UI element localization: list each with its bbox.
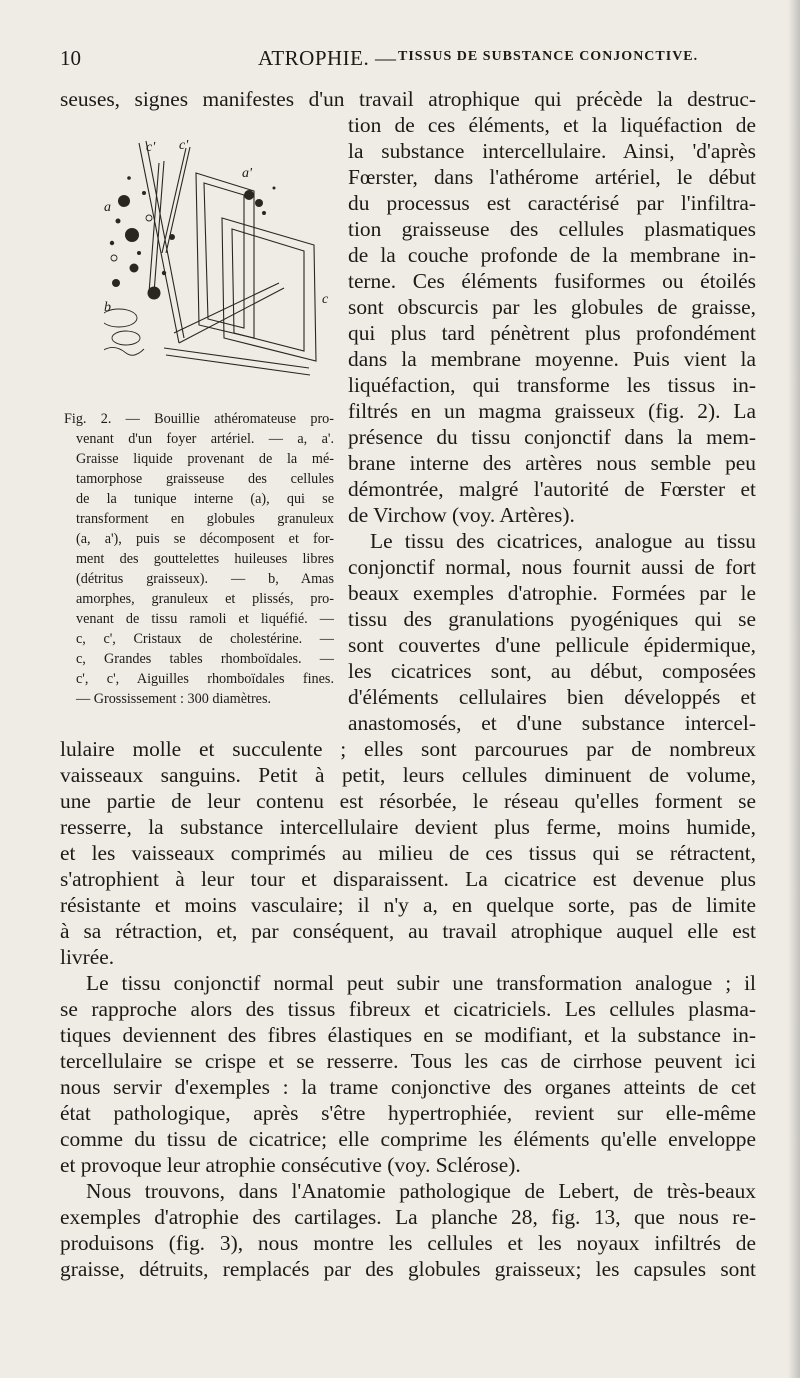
text-line: d'éléments cellulaires bien développés et (348, 685, 756, 709)
text-line: sont couvertes d'une pellicule épidermique, (348, 633, 756, 657)
figure-label-a: a (104, 200, 111, 215)
text-line: les cicatrices sont, au début, composées (348, 659, 756, 683)
text-line: seuses, signes manifestes d'un travail atrophique qui précède la destruc- (60, 87, 756, 111)
figure-label-b: b (104, 300, 111, 315)
text-line: tion de ces éléments, et la liquéfaction de (348, 113, 756, 137)
text-line: filtrés en un magma graisseux (fig. 2). La (348, 399, 756, 423)
figure-label-c-prime-2: c' (179, 138, 189, 153)
text-line: et provoque leur atrophie consécutive (voy. Sclérose). (60, 1153, 521, 1177)
text-line: terne. Ces éléments fusiformes ou étoilés (348, 269, 756, 293)
text-line: graisse, détruits, remplacés par des globules graisseux; les capsules sont (60, 1257, 756, 1281)
caption-line: Graisse liquide provenant de la mé- (76, 451, 334, 467)
text-line: sont obscurcis par les globules de graisse, (348, 295, 756, 319)
text-line: Fœrster, dans l'athérome artériel, le début (348, 165, 756, 189)
text-line: lulaire molle et succulente ; elles sont parcourues par de nombreux (60, 737, 756, 761)
paragraph-start-line: Le tissu conjonctif normal peut subir une transformation analogue ; il (86, 971, 756, 995)
caption-line: amorphes, granuleux et plissés, pro- (76, 591, 334, 607)
figure-label-c-prime: c' (146, 140, 156, 155)
text-line: produisons (fig. 3), nous montre les cellules et les noyaux infiltrés de (60, 1231, 756, 1255)
text-line: comme du tissu de cicatrice; elle comprime les éléments qu'elle enveloppe (60, 1127, 756, 1151)
caption-line: transforment en globules granuleux (76, 511, 334, 527)
text-line: s'atrophient à leur tour et disparaissent. La cicatrice est devenue plus (60, 867, 756, 891)
text-line: livrée. (60, 945, 115, 969)
text-line: nous servir d'exemples : la trame conjonctive des organes atteints de cet (60, 1075, 756, 1099)
caption-line: venant d'un foyer artériel. — a, a'. (76, 431, 334, 447)
caption-line: tamorphose graisseuse des cellules (76, 471, 334, 487)
text-line: tissu des granulations pyogéniques qui se (348, 607, 756, 631)
text-line: tion graisseuse des cellules plasmatiques (348, 217, 756, 241)
text-line: résistante et moins vasculaire; il n'y a, en quelque sorte, pas de limite (60, 893, 756, 917)
text-line: dans la membrane moyenne. Puis vient la (348, 347, 756, 371)
text-line: brane interne des artères nous semble peu (348, 451, 756, 475)
caption-line: de la tunique interne (a), qui se (76, 491, 334, 507)
caption-line: c, c', Cristaux de cholestérine. — (76, 631, 334, 647)
text-line: anastomosés, et d'une substance intercel- (348, 711, 756, 735)
text-line: à sa rétraction, et, par conséquent, au travail atrophique auquel elle est (60, 919, 756, 943)
caption-line: (a, a'), puis se décomposent et for- (76, 531, 334, 547)
text-line: la substance intercellulaire. Ainsi, 'd'après (348, 139, 756, 163)
caption-line: ment des gouttelettes huileuses libres (76, 551, 334, 567)
text-line: se rapproche alors des tissus fibreux et cicatriciels. Les cellules plasma- (60, 997, 756, 1021)
text-line: tercellulaire se crispe et se resserre. Tous les cas de cirrhose peuvent ici (60, 1049, 756, 1073)
text-line: une partie de leur contenu est résorbée, le réseau qu'elles forment se (60, 789, 756, 813)
text-line: et les vaisseaux comprimés au milieu de ces tissus qui se rétractent, (60, 841, 756, 865)
text-line: du processus est caractérisé par l'infiltra- (348, 191, 756, 215)
caption-line: (détritus graisseux). — b, Amas (76, 571, 334, 587)
figure-atheroma-illustration (104, 133, 334, 403)
text-line: de Virchow (voy. Artères). (348, 503, 575, 527)
page-edge-shadow (788, 0, 800, 1378)
caption-line: — Grossissement : 300 diamètres. (76, 691, 272, 707)
text-line: état pathologique, après s'être hypertrophiée, revient sur elle-même (60, 1101, 756, 1125)
text-line: exemples d'atrophie des cartilages. La planche 28, fig. 13, que nous re- (60, 1205, 756, 1229)
text-line: tiques deviennent des fibres élastiques en se modifiant, et la substance in- (60, 1023, 756, 1047)
text-line: resserre, la substance intercellulaire devient plus ferme, moins humide, (60, 815, 756, 839)
text-line: liquéfaction, qui transforme les tissus in- (348, 373, 756, 397)
text-line: de la couche profonde de la membrane in- (348, 243, 756, 267)
running-head (60, 46, 760, 74)
chapter-title: ATROPHIE. — (258, 46, 397, 70)
text-line: beaux exemples d'atrophie. Formées par le (348, 581, 756, 605)
text-line: présence du tissu conjonctif dans la mem- (348, 425, 756, 449)
paragraph-start-line: Le tissu des cicatrices, analogue au tissu (370, 529, 756, 553)
caption-line: Fig. 2. — Bouillie athéromateuse pro- (64, 411, 334, 427)
text-line: vaisseaux sanguins. Petit à petit, leurs cellules diminuent de volume, (60, 763, 756, 787)
caption-line: venant de tissu ramoli et liquéfié. — (76, 611, 334, 627)
text-line: démontrée, malgré l'autorité de Fœrster et (348, 477, 756, 501)
paragraph-start-line: Nous trouvons, dans l'Anatomie pathologique de Lebert, de très-beaux (86, 1179, 756, 1203)
text-line: conjonctif normal, nous fournit aussi de fort (348, 555, 756, 579)
caption-line: c, Grandes tables rhomboïdales. — (76, 651, 334, 667)
atheroma-drawing (104, 133, 334, 403)
caption-line: c', c', Aiguilles rhomboïdales fines. (76, 671, 334, 687)
figure-label-a-prime: a' (242, 166, 252, 181)
page-number: 10 (60, 46, 81, 70)
figure-label-c: c (322, 292, 329, 307)
section-subtitle: TISSUS DE SUBSTANCE CONJONCTIVE. (398, 49, 699, 64)
text-line: qui plus tard pénètrent plus profondément (348, 321, 756, 345)
